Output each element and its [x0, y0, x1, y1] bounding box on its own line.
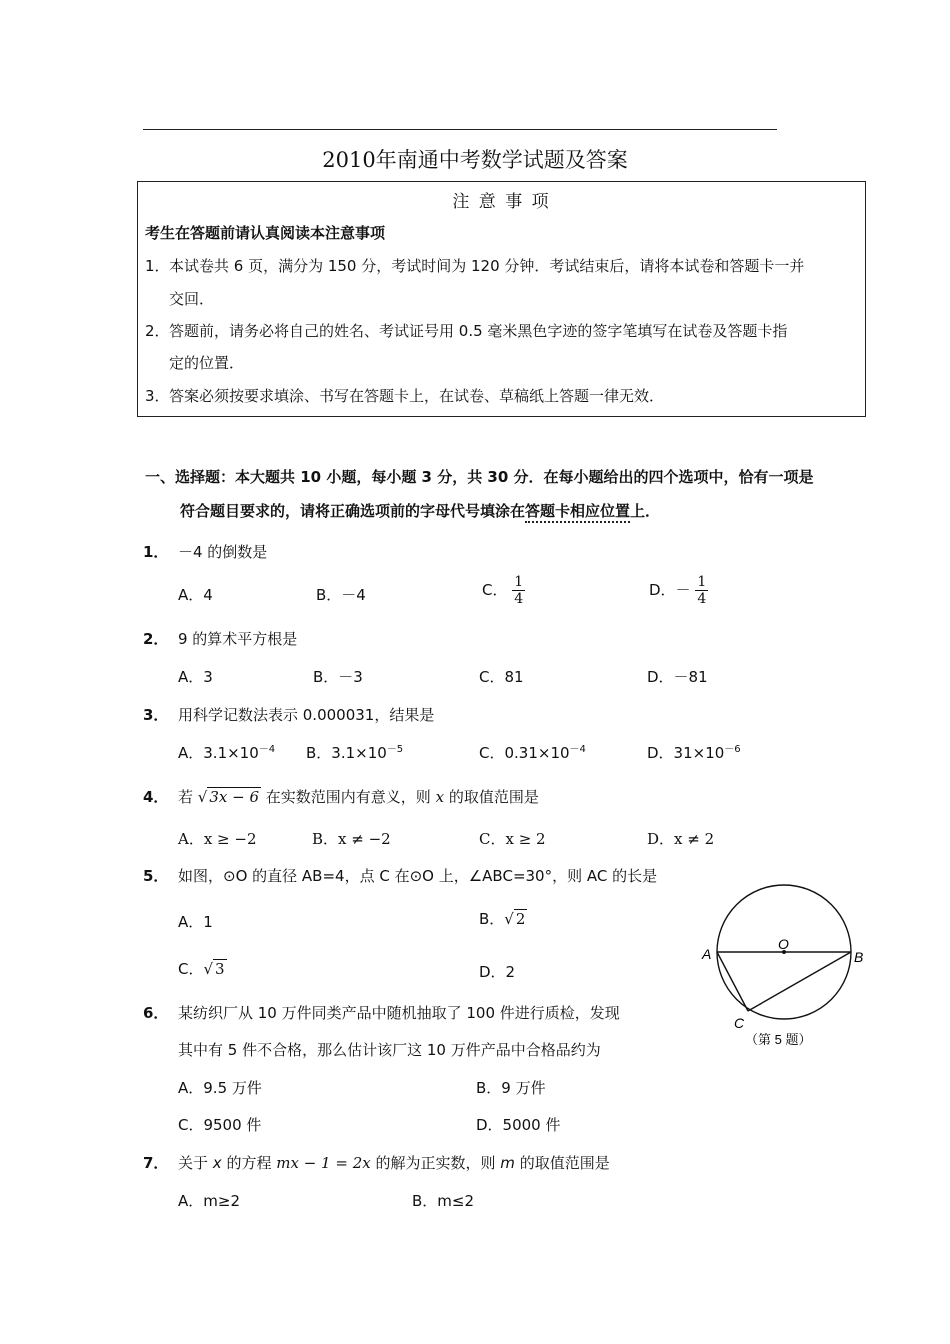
q3-b-exponent: －5 [386, 744, 404, 755]
q1-option-a: A．4 [178, 586, 213, 604]
segment-ac [717, 952, 748, 1011]
q4-number: 4． [143, 788, 169, 806]
q7-variable-m: m [500, 1154, 515, 1172]
q2-option-d: D．－81 [647, 668, 708, 686]
q4-option-a: A．x ≥ −2 [178, 830, 257, 848]
q5-figure [695, 875, 875, 1055]
q2-option-c: C．81 [479, 668, 524, 686]
q5-b-label: B． [479, 910, 505, 928]
q1-stem: －4 的倒数是 [178, 543, 268, 561]
notice-item-1-line2: 交回． [169, 290, 215, 308]
q4-stem-b: 在实数范围内有意义，则 [265, 788, 431, 806]
q3-stem: 用科学记数法表示 0.000031，结果是 [178, 706, 435, 724]
q3-option-a [178, 740, 275, 763]
q6-option-d: D．5000 件 [476, 1116, 561, 1134]
q4-sqrt: √ 3x − 6 [197, 788, 260, 806]
q3-option-d [647, 740, 741, 763]
section-heading-text-a: 符合题目要求的，请将正确选项前的字母代号填涂在 [180, 502, 526, 520]
notice-item-3-num: 3． [145, 387, 170, 405]
page-title: 2010年南通中考数学试题及答案 [322, 148, 628, 172]
notice-item-1-line1: 本试卷共 6 页，满分为 150 分，考试时间为 120 分钟．考试结束后，请将本试卷和答题卡一并 [169, 257, 805, 275]
notice-heading: 注 意 事 项 [452, 192, 551, 212]
notice-item-2-line1: 答题前，请务必将自己的姓名、考试证号用 0.5 毫米黑色字迹的签字笔填写在试卷及答题卡指 [169, 322, 788, 340]
q1-option-c-label: C． [482, 581, 508, 599]
q1-d-numerator: 1 [697, 574, 707, 590]
q5-option-b [479, 908, 527, 929]
q5-c-label: C． [178, 960, 204, 978]
q3-c-exponent: －4 [569, 744, 586, 755]
header-rule [143, 129, 777, 130]
q3-d-base: D．31×10 [647, 744, 725, 762]
q1-option-d [649, 574, 708, 607]
q6-option-b: B．9 万件 [476, 1079, 546, 1097]
q4-option-d: D．x ≠ 2 [647, 830, 715, 848]
q6-option-c: C．9500 件 [178, 1116, 262, 1134]
q7-stem-a: 关于 [178, 1154, 209, 1172]
q3-option-c [479, 740, 586, 763]
q5-option-d: D．2 [479, 963, 516, 981]
q3-d-exponent: －6 [724, 744, 741, 755]
q5-number: 5． [143, 867, 169, 885]
label-b: B [854, 949, 864, 965]
q1-option-d-fraction [695, 574, 708, 607]
q3-a-base: A．3.1×10 [178, 744, 259, 762]
q5-c-sqrt: √ 3 [203, 960, 225, 978]
q3-c-base: C．0.31×10 [479, 744, 570, 762]
q1-c-denominator: 4 [514, 591, 524, 607]
q4-stem-c: 的取值范围是 [448, 788, 539, 806]
q7-stem-d: 的取值范围是 [519, 1154, 610, 1172]
notice-item-1-num: 1． [145, 257, 170, 275]
q4-variable: x [435, 788, 445, 806]
figure-caption: （第 5 题） [745, 1032, 812, 1047]
q3-number: 3． [143, 706, 169, 724]
notice-item-3-line1: 答案必须按要求填涂、书写在答题卡上，在试卷、草稿纸上答题一律无效． [169, 387, 665, 405]
q7-variable-x: x [212, 1154, 222, 1172]
q1-option-c [482, 574, 525, 607]
q4-stem-a: 若 [178, 788, 194, 806]
section-heading-text-c: 上． [630, 502, 661, 520]
q7-stem [178, 1152, 610, 1173]
q3-b-base: B．3.1×10 [306, 744, 387, 762]
q1-c-numerator: 1 [514, 574, 524, 590]
q6-number: 6． [143, 1004, 169, 1022]
q2-option-b: B．－3 [313, 668, 363, 686]
q4-option-b: B．x ≠ −2 [312, 830, 391, 848]
q3-option-b [306, 740, 403, 763]
q4-radicand: 3x − 6 [209, 788, 260, 806]
q7-option-a: A．m≥2 [178, 1192, 240, 1210]
q1-option-c-fraction [512, 574, 525, 607]
label-o: O [778, 936, 789, 952]
notice-item-2-num: 2． [145, 322, 170, 340]
q5-option-c [178, 958, 227, 979]
q4-option-c: C．x ≥ 2 [479, 830, 546, 848]
q4-stem [178, 786, 539, 807]
q5-option-a: A．1 [178, 913, 213, 931]
q6-option-a: A．9.5 万件 [178, 1079, 262, 1097]
label-a: A [702, 946, 712, 962]
q1-option-d-label: D．－ [649, 581, 691, 599]
section-heading-emphasis: 答题卡相应位置 [525, 502, 630, 523]
q6-line1: 某纺织厂从 10 万件同类产品中随机抽取了 100 件进行质检，发现 [178, 1004, 620, 1022]
q3-a-exponent: －4 [258, 744, 276, 755]
q5-b-sqrt: √ 2 [504, 910, 526, 928]
q2-number: 2． [143, 630, 169, 648]
q7-stem-c: 的解为正实数，则 [375, 1154, 496, 1172]
q2-option-a: A．3 [178, 668, 213, 686]
q7-equation: mx − 1 = 2x [276, 1154, 371, 1172]
q7-stem-b: 的方程 [226, 1154, 272, 1172]
notice-box [137, 181, 866, 417]
q2-stem: 9 的算术平方根是 [178, 630, 298, 648]
section-heading-line2 [180, 500, 660, 521]
q5-c-radicand: 3 [215, 960, 225, 978]
section-heading-line1: 一、选择题：本大题共 10 小题，每小题 3 分，共 30 分．在每小题给出的四个选项中，恰有一项是 [145, 468, 814, 486]
q1-option-b: B．－4 [316, 586, 366, 604]
notice-item-2-line2: 定的位置． [169, 354, 245, 372]
q1-d-denominator: 4 [697, 591, 707, 607]
q5-b-radicand: 2 [515, 910, 526, 928]
q5-stem: 如图，⊙O 的直径 AB=4，点 C 在⊙O 上，∠ABC=30°，则 AC 的长是 [178, 867, 658, 885]
q7-number: 7． [143, 1154, 169, 1172]
segment-cb [748, 952, 851, 1011]
q6-line2: 其中有 5 件不合格，那么估计该厂这 10 万件产品中合格品约为 [178, 1041, 601, 1059]
notice-subheading: 考生在答题前请认真阅读本注意事项 [145, 224, 386, 242]
q7-option-b: B．m≤2 [412, 1192, 475, 1210]
label-c: C [734, 1015, 745, 1031]
q1-number: 1． [143, 543, 169, 561]
